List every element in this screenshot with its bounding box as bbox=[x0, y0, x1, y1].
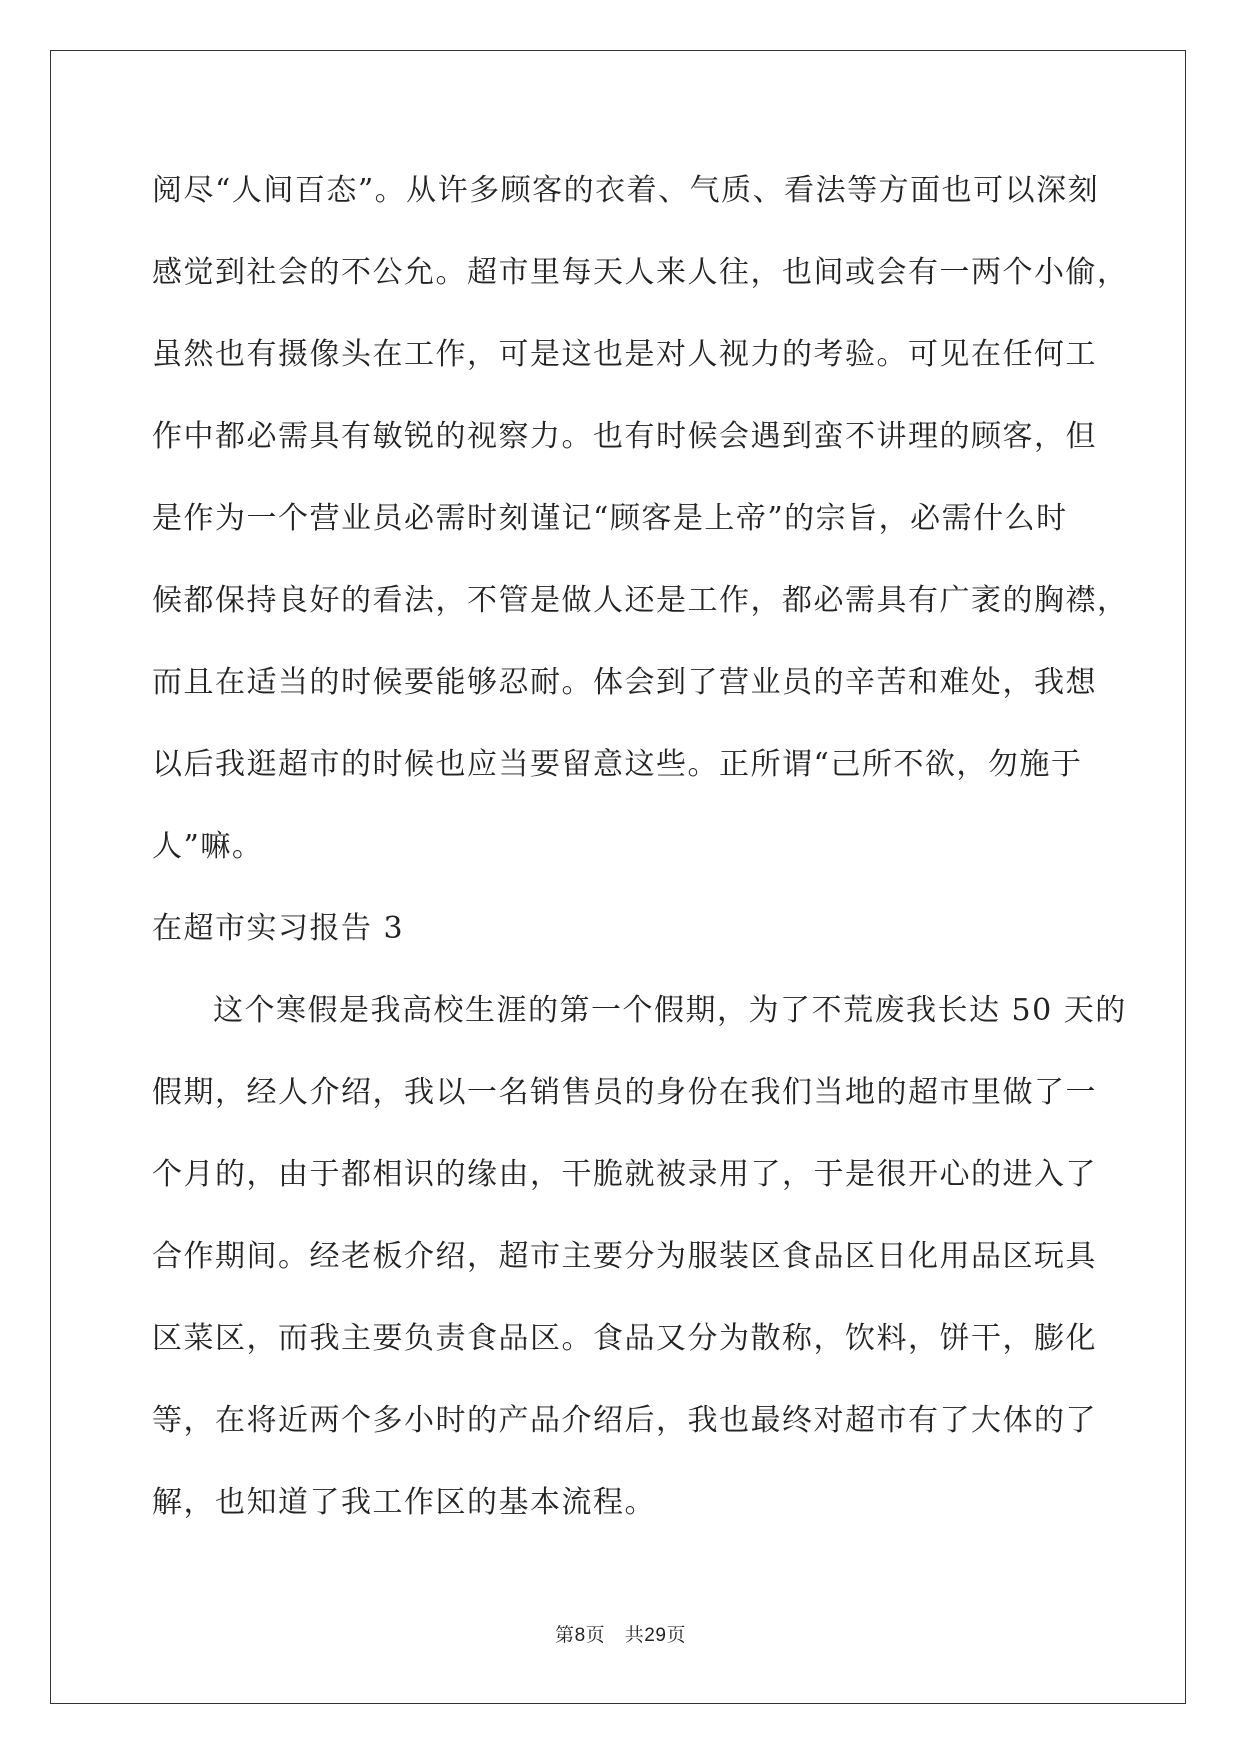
section-title: 在超市实习报告 3 bbox=[152, 911, 405, 946]
paragraph-line: 虽然也有摄像头在工作，可是这也是对人视力的考验。可见在任何工 bbox=[152, 337, 1097, 372]
section-paragraph-line: 区菜区，而我主要负责食品区。食品又分为散称，饮料，饼干，膨化 bbox=[152, 1321, 1097, 1356]
section-paragraph-line: 这个寒假是我高校生涯的第一个假期，为了不荒废我长达 50 天的 bbox=[213, 993, 1127, 1028]
total-prefix: 共 bbox=[624, 1624, 645, 1646]
paragraph-line: 而且在适当的时候要能够忍耐。体会到了营业员的辛苦和难处，我想 bbox=[152, 665, 1097, 700]
section-paragraph-line: 假期，经人介绍，我以一名销售员的身份在我们当地的超市里做了一 bbox=[152, 1075, 1097, 1110]
section-paragraph-line: 解，也知道了我工作区的基本流程。 bbox=[152, 1485, 656, 1520]
paragraph-line: 是作为一个营业员必需时刻谨记“顾客是上帝”的宗旨，必需什么时 bbox=[152, 501, 1068, 536]
paragraph-line: 感觉到社会的不公允。超市里每天人来人往，也间或会有一两个小偷， bbox=[152, 255, 1129, 290]
total-pages: 29 bbox=[644, 1625, 667, 1646]
page-suffix: 页 bbox=[585, 1624, 606, 1646]
paragraph-line: 候都保持良好的看法，不管是做人还是工作，都必需具有广袤的胸襟， bbox=[152, 583, 1129, 618]
page-number: 8 bbox=[574, 1625, 586, 1646]
page-prefix: 第 bbox=[555, 1624, 575, 1646]
total-suffix: 页 bbox=[666, 1624, 686, 1646]
section-paragraph-line: 合作期间。经老板介绍，超市主要分为服装区食品区日化用品区玩具 bbox=[152, 1239, 1097, 1274]
document-body bbox=[152, 150, 1129, 1544]
section-paragraph-line: 等，在将近两个多小时的产品介绍后，我也最终对超市有了大体的了 bbox=[152, 1403, 1097, 1438]
page-footer bbox=[0, 1620, 1241, 1647]
paragraph-line: 阅尽“人间百态”。从许多顾客的衣着、气质、看法等方面也可以深刻 bbox=[152, 173, 1100, 208]
paragraph-line: 作中都必需具有敏锐的视察力。也有时候会遇到蛮不讲理的顾客，但 bbox=[152, 419, 1097, 454]
section-paragraph-line: 个月的，由于都相识的缘由，干脆就被录用了，于是很开心的进入了 bbox=[152, 1157, 1097, 1192]
paragraph-line: 以后我逛超市的时候也应当要留意这些。正所谓“己所不欲，勿施于 bbox=[152, 747, 1083, 782]
paragraph-line: 人”嘛。 bbox=[152, 829, 264, 864]
